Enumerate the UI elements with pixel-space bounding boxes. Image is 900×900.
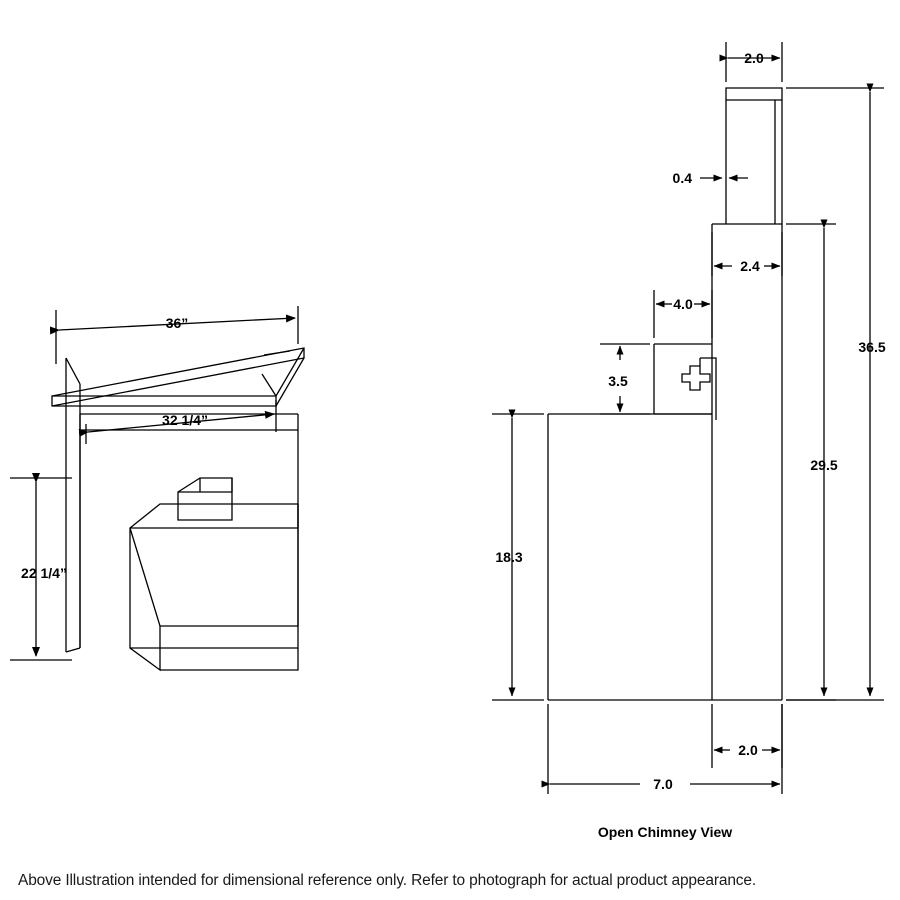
- footnote-text: Above Illustration intended for dimensional reference only. Refer to photograph for actual product appearance.: [18, 872, 757, 889]
- dim-3-5: [600, 344, 650, 414]
- view-caption: Open Chimney View: [597, 824, 733, 840]
- dim-4-0: [654, 290, 712, 338]
- dim-29-5: [786, 224, 838, 700]
- dim-2-0-top: [726, 42, 782, 82]
- dim-label-7-0: 7.0: [653, 776, 673, 792]
- dim-label-3-5: 3.5: [608, 373, 628, 389]
- right-chimney-drawing: [492, 42, 886, 840]
- dim-36-5: [786, 88, 886, 700]
- dim-label-36in: 36”: [165, 315, 189, 331]
- dim-label-32-25in: 32 1/4”: [162, 412, 208, 428]
- dim-label-0-4: 0.4: [672, 170, 692, 186]
- dim-label-22-25in: 22 1/4”: [21, 565, 67, 581]
- dim-label-29-5: 29.5: [810, 457, 838, 473]
- dim-label-2-0-back: 2.0: [738, 742, 758, 758]
- dim-label-36-5: 36.5: [858, 339, 886, 355]
- dim-22-25in: [10, 478, 72, 660]
- left-hood-drawing: [10, 306, 304, 670]
- dim-0-4: [673, 170, 748, 186]
- dim-label-2-0-top: 2.0: [744, 50, 764, 66]
- dim-18-3: [492, 414, 544, 700]
- dim-label-4-0: 4.0: [673, 296, 693, 312]
- dim-36in: [56, 306, 298, 364]
- dim-2-4: [712, 232, 782, 276]
- dim-label-18-3: 18.3: [495, 549, 523, 565]
- dim-2-0-back: [712, 704, 782, 768]
- dim-label-2-4: 2.4: [740, 258, 760, 274]
